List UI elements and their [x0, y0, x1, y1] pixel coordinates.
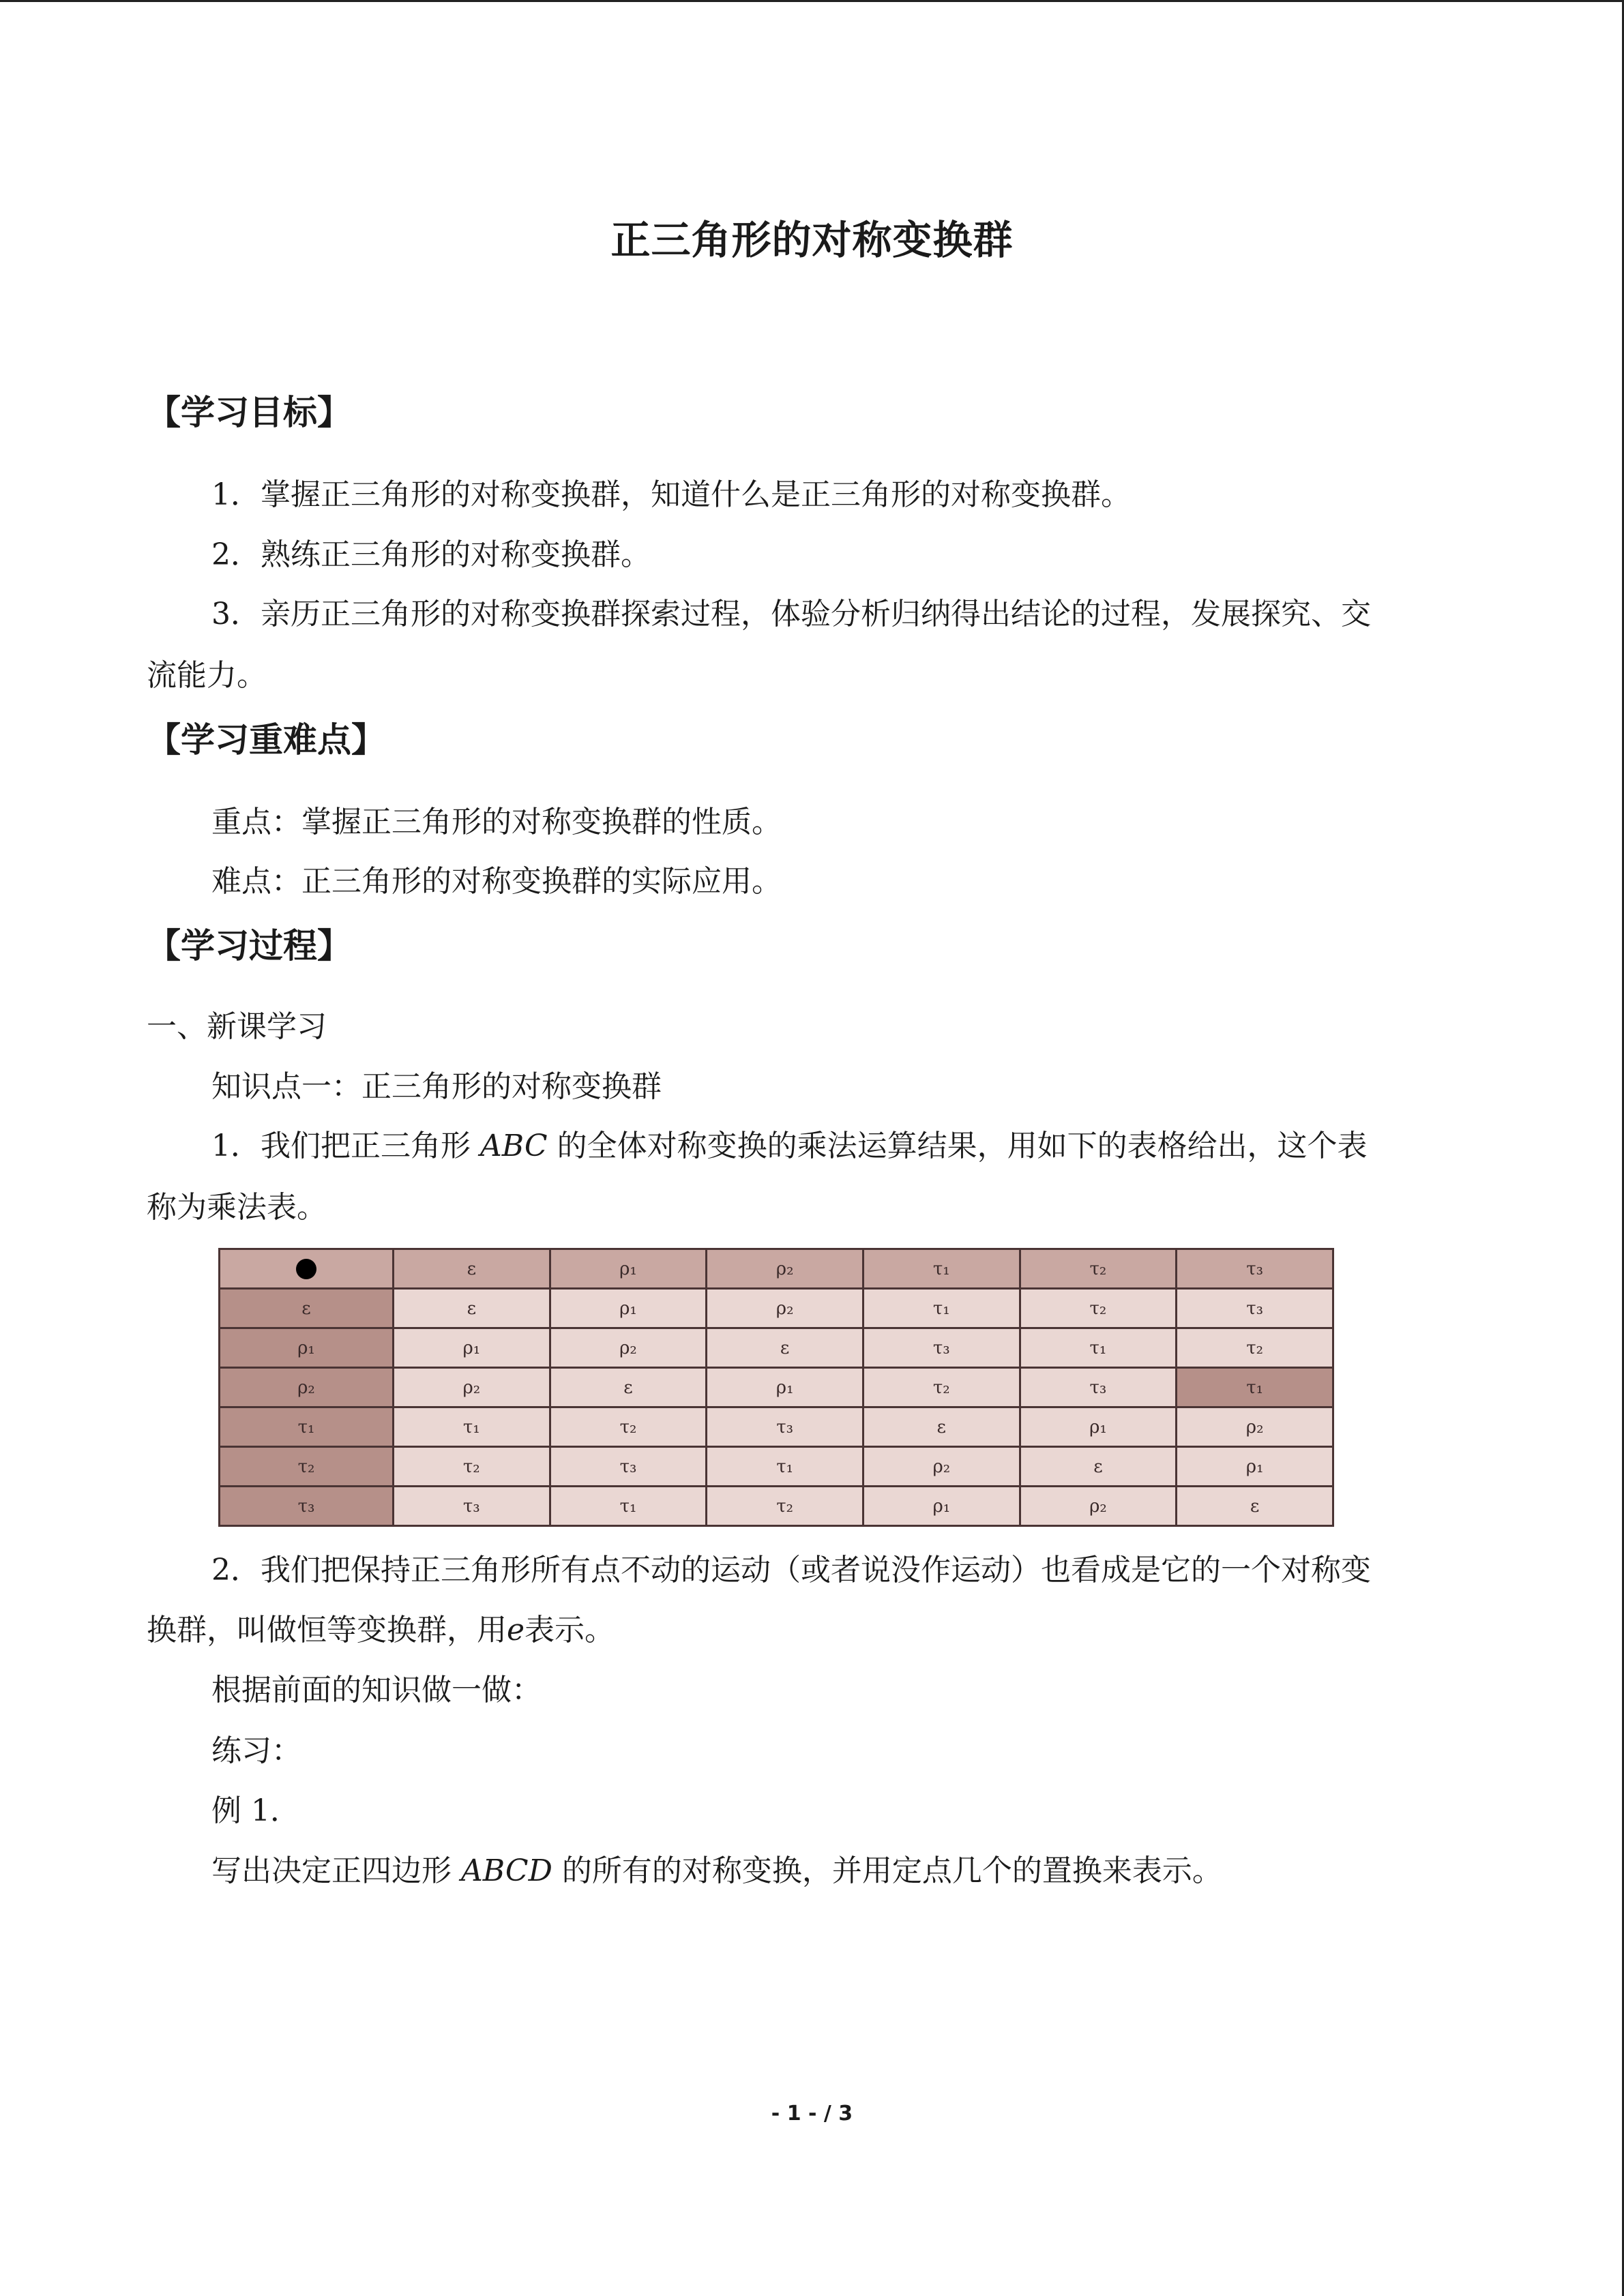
row-label: τ₂ [220, 1447, 394, 1487]
table-row [220, 1289, 1333, 1328]
heading-process: 【学习过程】 [147, 926, 351, 966]
multiplication-table-grid [218, 1248, 1334, 1527]
table-cell: τ₃ [863, 1328, 1020, 1368]
row-label: ε [220, 1289, 394, 1328]
table-header-cell: τ₁ [863, 1249, 1020, 1289]
table-cell: τ₁ [1020, 1328, 1177, 1368]
table-cell: ρ₁ [707, 1368, 863, 1407]
item-2-line-1: 2．我们把保持正三角形所有点不动的运动（或者说没作运动）也看成是它的一个对称变 [211, 1553, 1371, 1587]
table-row [220, 1487, 1333, 1526]
table-cell: τ₁ [550, 1487, 707, 1526]
row-label: τ₁ [220, 1407, 394, 1447]
item-1-line-1 [211, 1127, 1368, 1165]
table-cell: ρ₁ [1020, 1407, 1177, 1447]
item-2-var: e [507, 1613, 525, 1648]
row-label: τ₃ [220, 1487, 394, 1526]
table-cell: τ₃ [1177, 1289, 1333, 1328]
table-cell: ρ₂ [1020, 1487, 1177, 1526]
try-it-line: 根据前面的知识做一做： [211, 1673, 542, 1708]
table-cell: τ₁ [394, 1407, 550, 1447]
goal-3-line-2: 流能力。 [147, 658, 267, 693]
example-text-a: 写出决定正四边形 [211, 1853, 461, 1888]
table-cell: τ₃ [550, 1447, 707, 1487]
table-cell: τ₃ [394, 1487, 550, 1526]
table-corner [220, 1249, 394, 1289]
table-cell: τ₃ [707, 1407, 863, 1447]
item-1-text-a: 1．我们把正三角形 [211, 1129, 480, 1163]
table-cell: ρ₂ [394, 1368, 550, 1407]
table-cell: τ₂ [707, 1487, 863, 1526]
table-cell: ρ₁ [1177, 1447, 1333, 1487]
page-title: 正三角形的对称变换群 [610, 217, 1014, 263]
table-header-cell: ρ₁ [550, 1249, 707, 1289]
table-cell: ε [1177, 1487, 1333, 1526]
table-cell: ε [394, 1289, 550, 1328]
table-cell-highlighted: τ₁ [1177, 1368, 1333, 1407]
table-cell: ρ₁ [863, 1487, 1020, 1526]
table-row [220, 1407, 1333, 1447]
item-2-line-2 [147, 1611, 615, 1650]
knowledge-point-1: 知识点一：正三角形的对称变换群 [211, 1069, 662, 1104]
table-cell: ρ₂ [863, 1447, 1020, 1487]
goal-1: 1．掌握正三角形的对称变换群，知道什么是正三角形的对称变换群。 [211, 477, 1131, 512]
table-cell: ε [863, 1407, 1020, 1447]
item-1-var: ABC [479, 1129, 548, 1163]
table-cell: ρ₂ [550, 1328, 707, 1368]
heading-goals: 【学习目标】 [147, 393, 351, 432]
table-header-cell: ε [394, 1249, 550, 1289]
table-cell: ρ₁ [550, 1289, 707, 1328]
table-row [220, 1447, 1333, 1487]
example-var: ABCD [461, 1853, 552, 1888]
table-cell: ρ₂ [1177, 1407, 1333, 1447]
table-row [220, 1328, 1333, 1368]
table-header-cell: τ₃ [1177, 1249, 1333, 1289]
table-cell: τ₂ [1177, 1328, 1333, 1368]
item-2-text-b: 表示。 [525, 1613, 615, 1648]
table-header-row [220, 1249, 1333, 1289]
part-1-heading: 一、新课学习 [147, 1009, 327, 1044]
row-label: ρ₁ [220, 1328, 394, 1368]
table-cell: ε [550, 1368, 707, 1407]
multiplication-table [218, 1248, 1334, 1517]
goal-2: 2．熟练正三角形的对称变换群。 [211, 537, 651, 572]
example-1-label: 例 1． [211, 1793, 300, 1828]
table-cell: ε [707, 1328, 863, 1368]
row-label: ρ₂ [220, 1368, 394, 1407]
table-cell: ρ₂ [707, 1289, 863, 1328]
table-cell: τ₁ [863, 1289, 1020, 1328]
table-cell: ρ₁ [394, 1328, 550, 1368]
key-point: 重点：掌握正三角形的对称变换群的性质。 [211, 805, 782, 839]
example-1-text [211, 1852, 1222, 1890]
page-number: - 1 - / 3 [771, 2102, 853, 2126]
table-cell: τ₃ [1020, 1368, 1177, 1407]
table-cell: ε [1020, 1447, 1177, 1487]
table-cell: τ₂ [863, 1368, 1020, 1407]
difficult-point: 难点：正三角形的对称变换群的实际应用。 [211, 864, 782, 899]
exercise-label: 练习： [211, 1733, 301, 1768]
operation-dot-icon [296, 1259, 316, 1279]
table-cell: τ₂ [550, 1407, 707, 1447]
table-cell: τ₁ [707, 1447, 863, 1487]
item-1-line-2: 称为乘法表。 [147, 1190, 327, 1225]
item-1-text-b: 的全体对称变换的乘法运算结果，用如下的表格给出，这个表 [547, 1129, 1368, 1163]
item-2-text-a: 换群，叫做恒等变换群，用 [147, 1613, 507, 1648]
table-header-cell: τ₂ [1020, 1249, 1177, 1289]
table-row [220, 1368, 1333, 1407]
example-text-b: 的所有的对称变换，并用定点几个的置换来表示。 [552, 1853, 1222, 1888]
heading-key-points: 【学习重难点】 [147, 720, 385, 760]
page-border-top [0, 0, 1624, 2]
table-cell: τ₂ [1020, 1289, 1177, 1328]
table-header-cell: ρ₂ [707, 1249, 863, 1289]
goal-3-line-1: 3．亲历正三角形的对称变换群探索过程，体验分析归纳得出结论的过程，发展探究、交 [211, 597, 1371, 631]
table-cell: τ₂ [394, 1447, 550, 1487]
